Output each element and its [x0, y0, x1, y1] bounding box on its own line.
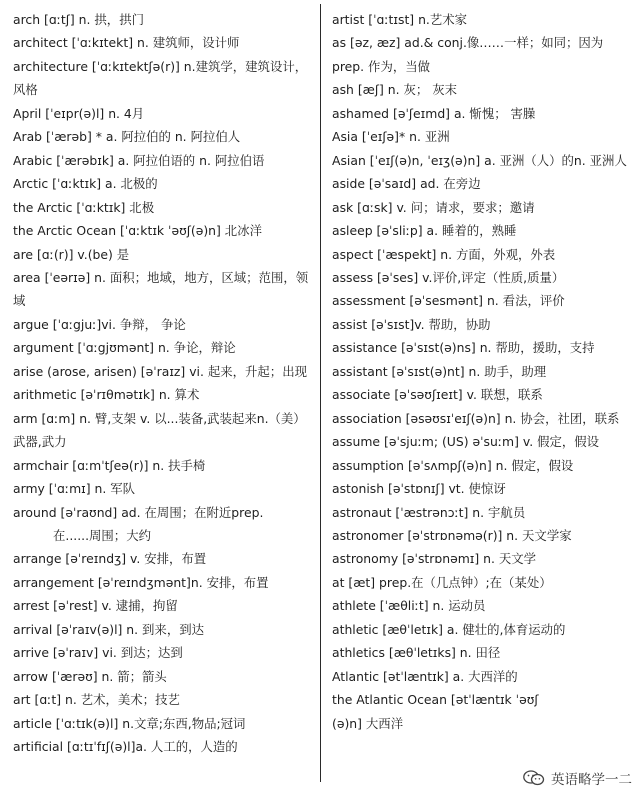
vocab-entry: Atlantic [ətˈlæntɪk] a. 大西洋的: [332, 668, 518, 684]
watermark-text: 英语略学一二: [551, 772, 632, 788]
vocab-entry: assume [əˈsjuːm; (US) əˈsuːm] v. 假定，假设: [332, 434, 600, 450]
vocab-entry: the Arctic [ˈɑːktɪk] 北极: [13, 199, 155, 215]
vocab-entry: artist [ˈɑːtɪst] n.艺术家: [332, 12, 468, 27]
vocab-entry: aside [əˈsaɪd] ad. 在旁边: [332, 176, 481, 192]
vocab-entry: athletic [æθˈletɪk] a. 健壮的,体育运动的: [332, 621, 566, 637]
vocab-entry: ashamed [əˈʃeɪmd] a. 惭愧； 害臊: [332, 105, 536, 121]
vocab-entry: architect [ˈɑːkɪtekt] n. 建筑师，设计师: [13, 35, 240, 51]
vocab-entry: astronomy [əˈstrɒnəmɪ] n. 天文学: [332, 551, 537, 567]
vocab-entry: Arctic [ˈɑːktɪk] a. 北极的: [13, 176, 158, 192]
vocab-entry: astronaut [ˈæstrənɔːt] n. 宇航员: [332, 504, 526, 520]
vocab-entry: ash [æʃ] n. 灰； 灰末: [332, 82, 458, 98]
vocab-entry: arrival [əˈraɪv(ə)l] n. 到来，到达: [13, 621, 204, 637]
vocab-entry: astonish [əˈstɒnɪʃ] vt. 使惊讶: [332, 481, 506, 497]
vocab-entry: assess [əˈses] v.评价,评定（性质,质量）: [332, 269, 565, 285]
vocab-entry: assistance [əˈsɪst(ə)ns] n. 帮助，援助，支持: [332, 340, 595, 356]
vocab-entry: associate [əˈsəʊʃɪeɪt] v. 联想，联系: [332, 387, 543, 403]
vocab-entry: arise (arose, arisen) [əˈraɪz] vi. 起来，升起；出现: [13, 363, 307, 379]
vocab-entry: aspect [ˈæspekt] n. 方面，外观，外表: [332, 246, 556, 262]
vocab-entry: the Atlantic Ocean [ətˈlæntɪk ˈəʊʃ(ə)n] 大西洋: [332, 692, 539, 731]
vocab-entry: arm [ɑːm] n. 臂,支架 v. 以...装备,武装起来n.（美）武器,武力: [13, 410, 306, 450]
vocab-entry: arrest [əˈrest] v. 逮捕，拘留: [13, 598, 178, 614]
vocab-entry-continuation: 在......周围；大约: [53, 527, 151, 543]
vocab-entry: argument [ˈɑːgjʊmənt] n. 争论，辩论: [13, 340, 236, 356]
vocab-entry: assist [əˈsɪst]v. 帮助，协助: [332, 316, 491, 332]
vocab-entry: association [əsəʊsɪˈeɪʃ(ə)n] n. 协会，社团，联系: [332, 410, 620, 426]
vocab-entry: astronomer [əˈstrɒnəmə(r)] n. 天文学家: [332, 527, 572, 543]
wechat-icon: [523, 770, 545, 786]
vocab-entry: assessment [əˈsesmənt] n. 看法，评价: [332, 293, 565, 309]
vocab-entry: argue [ˈɑːgjuː]vi. 争辩， 争论: [13, 316, 186, 332]
right-column: [332, 8, 632, 735]
vocab-entry: around [əˈraʊnd] ad. 在周围；在附近prep.: [13, 504, 264, 520]
vocab-entry: as [əz, æz] ad.& conj.像……一样；如同；因为: [332, 35, 604, 51]
vocab-entry: ask [ɑːsk] v. 问；请求，要求；邀请: [332, 199, 535, 215]
vocab-entry: art [ɑːt] n. 艺术，美术；技艺: [13, 692, 180, 708]
vocab-entry: are [ɑː(r)] v.(be) 是: [13, 246, 130, 262]
vocab-entry: arithmetic [əˈrɪθmətɪk] n. 算术: [13, 387, 200, 403]
left-column: [13, 8, 315, 759]
vocab-entry: artificial [ɑːtɪˈfɪʃ(ə)l]a. 人工的，人造的: [13, 739, 238, 755]
vocab-entry: area [ˈeərɪə] n. 面积；地域，地方，区域；范围，领域: [13, 269, 309, 309]
vocab-entry: Arabic [ˈærəbɪk] a. 阿拉伯语的 n. 阿拉伯语: [13, 152, 265, 168]
vocab-entry: arrangement [əˈreɪndʒmənt]n. 安排，布置: [13, 574, 269, 590]
vocab-entry: assistant [əˈsɪst(ə)nt] n. 助手，助理: [332, 363, 547, 379]
vocab-entry: architecture [ˈɑːkɪtektʃə(r)] n.建筑学，建筑设计，风格: [13, 58, 308, 98]
vocab-entry: armchair [ɑːmˈtʃeə(r)] n. 扶手椅: [13, 457, 206, 473]
column-divider: [320, 4, 321, 782]
vocab-entry-continuation: prep. 作为，当做: [332, 58, 431, 74]
vocab-entry: Asian [ˈeɪʃ(ə)n, ˈeɪʒ(ə)n] a. 亚洲（人）的n. 亚洲人: [332, 152, 627, 168]
vocab-entry: article [ˈɑːtɪk(ə)l] n.文章;东西,物品;冠词: [13, 715, 246, 731]
vocab-entry: arch [ɑːtʃ] n. 拱，拱门: [13, 12, 144, 27]
vocab-entry: arrow [ˈærəʊ] n. 箭；箭头: [13, 668, 167, 684]
vocab-entry: arrive [əˈraɪv] vi. 到达；达到: [13, 645, 183, 661]
vocab-entry: Asia [ˈeɪʃə]* n. 亚洲: [332, 129, 450, 145]
vocab-entry: army [ˈɑːmɪ] n. 军队: [13, 481, 136, 497]
vocab-entry: arrange [əˈreɪndʒ] v. 安排，布置: [13, 551, 207, 567]
vocab-entry: assumption [əˈsʌmpʃ(ə)n] n. 假定，假设: [332, 457, 574, 473]
vocab-entry: athlete [ˈæθliːt] n. 运动员: [332, 598, 486, 614]
vocab-entry: athletics [æθˈletɪks] n. 田径: [332, 645, 501, 661]
vocab-entry: at [æt] prep.在（几点钟）;在（某处）: [332, 574, 552, 590]
vocab-entry: asleep [əˈsliːp] a. 睡着的，熟睡: [332, 223, 517, 239]
vocab-entry: the Arctic Ocean [ˈɑːktɪk ˈəʊʃ(ə)n] 北冰洋: [13, 223, 262, 239]
vocab-entry: April [ˈeɪpr(ə)l] n. 4月: [13, 105, 145, 121]
watermark: [523, 768, 632, 788]
vocab-entry: Arab [ˈærəb] * a. 阿拉伯的 n. 阿拉伯人: [13, 129, 241, 145]
